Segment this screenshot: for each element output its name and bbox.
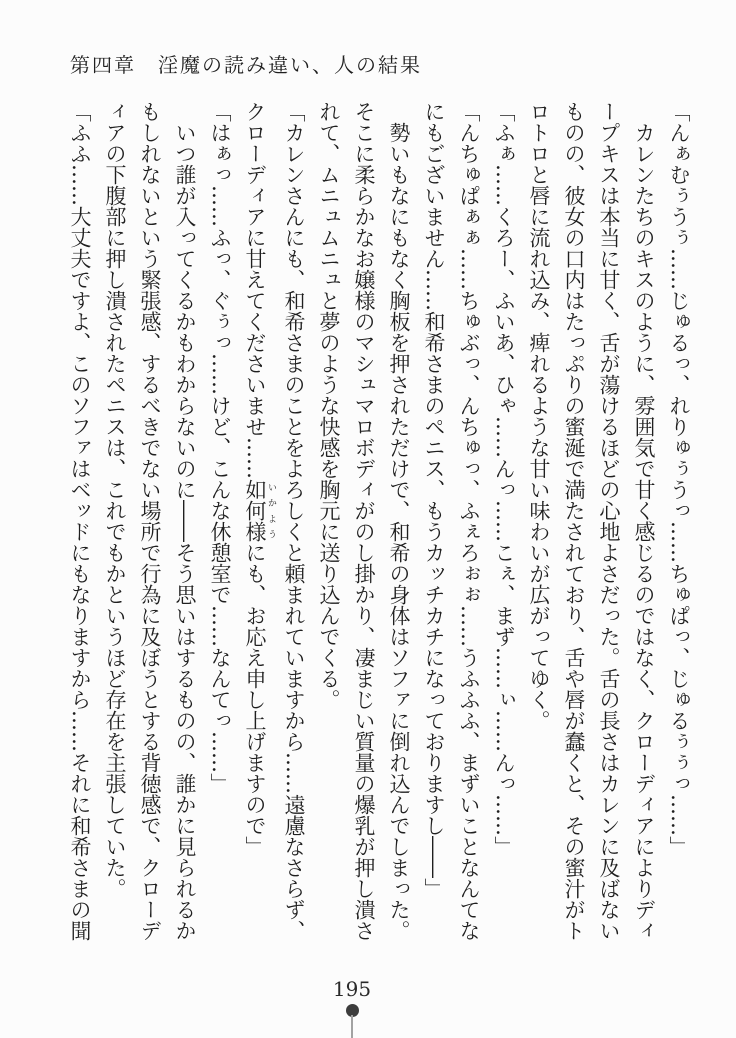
text-line: 「はぁっ……ふっ、ぐぅっ……けど、こんな休憩室で……なんてっ……」: [208, 101, 232, 794]
text-line: ィアの下腹部に押し潰されたペニスは、これでもかというほど存在を主張していた。: [103, 101, 127, 899]
body-text: [62, 101, 696, 941]
text-line: 「カレンさんにも、和希さまのことをよろしくと頼まれていますから……遠慮なさらず、: [282, 101, 306, 941]
text-line: ープキスは本当に甘く、舌が蕩けるほどの心地よさだった。舌の長さはカレンに及ばない: [597, 101, 621, 941]
text-line: ロトロと唇に流れ込み、痺れるような甘い味わいが広がってゆく。: [527, 101, 551, 731]
text-line: ものの、彼女の口内はたっぷりの蜜涎で満たされており、舌や唇が蠢くと、その蜜汁がト: [562, 101, 586, 941]
text-line: そこに柔らかなお嬢様のマシュマロボディがのし掛かり、凄まじい質量の爆乳が押し潰さ: [352, 101, 376, 941]
chapter-number: 第四章: [70, 53, 136, 77]
text-line: 「んぁむぅうぅ……じゅるっ、れりゅぅうっ……ちゅぱっ、じゅるぅぅっ……」: [667, 101, 691, 857]
text-line: れて、ムニュムニュと夢のような快感を胸元に送り込んでくる。: [317, 101, 341, 710]
text-line: にもございません……和希さまのペニス、もうカッチカチになっておりますし――」: [422, 101, 446, 899]
text-line: 勢いもなにもなく胸板を押されただけで、和希の身体はソファに倒れ込んでしまった。: [387, 122, 411, 941]
text-line: 「ふふ……大丈夫ですよ、このソファはベッドにもなりますから……それに和希さまの聞: [68, 101, 92, 941]
text-line: もしれないという緊張感、するべきでない場所で行為に及ぼうとする背徳感で、クローデ: [138, 101, 162, 941]
text-line: クローディアに甘えてくださいませ……如何様 いかようにも、お応え申し上げますので」: [243, 101, 276, 857]
text-line: 「ふぁ……くろー、ふいあ、ひゃ……んっ……こぇ、まず……ぃ……んっ……」: [492, 101, 516, 857]
text-line: 「んちゅぱぁぁ……ちゅぶっ、んちゅっ、ふぇろぉぉ……うふふふ、まずいことなんてな: [457, 101, 481, 941]
text-line: いつ誰が入ってくるかもわからないのに――そう思いはするものの、誰かに見られるか: [173, 122, 197, 941]
page-number: 195: [332, 977, 372, 1001]
pin-marker-line-icon: [351, 1015, 353, 1038]
chapter-title: 淫魔の読み違い、人の結果: [158, 53, 422, 77]
chapter-header: [70, 49, 422, 78]
text-line: カレンたちのキスのように、雰囲気で甘く感じるのではなく、クローディアによりディ: [632, 122, 656, 941]
